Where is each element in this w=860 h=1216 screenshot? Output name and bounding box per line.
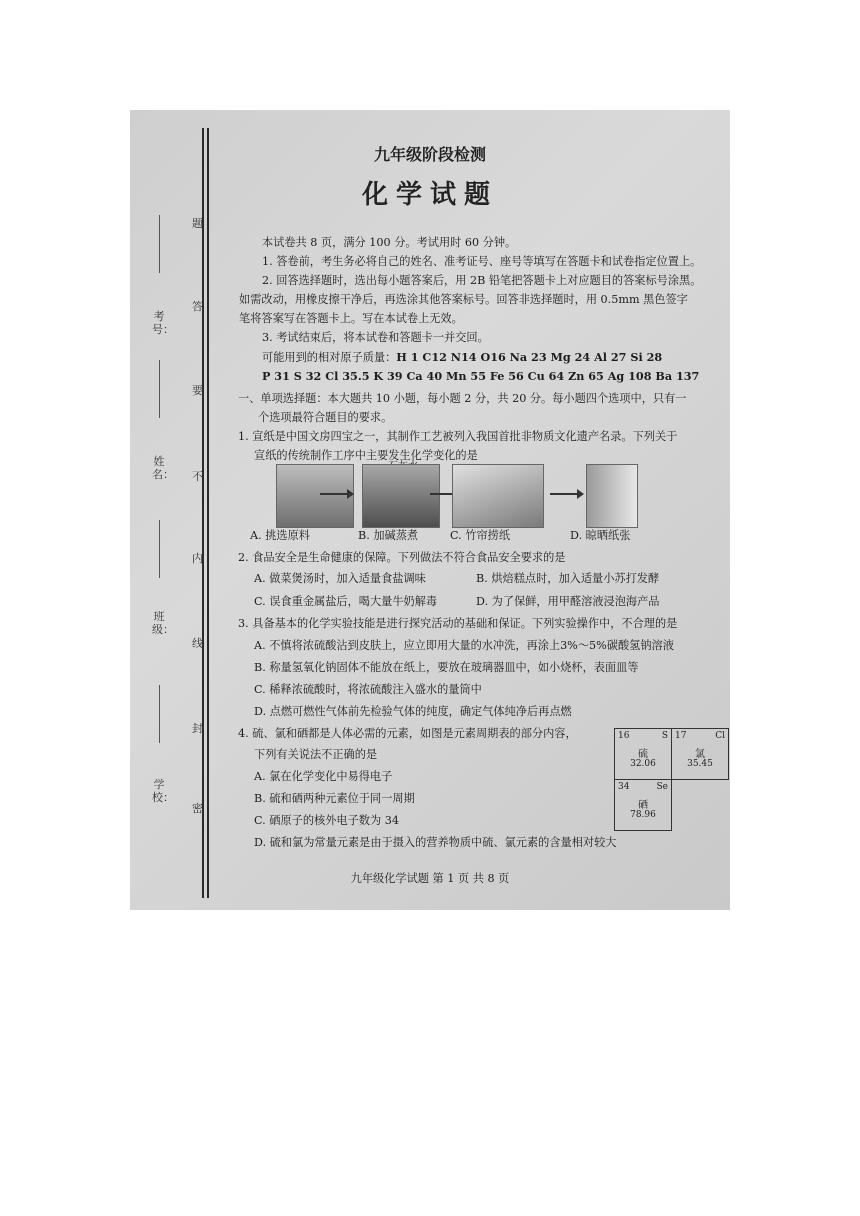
seal-char: 不 xyxy=(192,470,203,483)
q3-stem: 3. 具备基本的化学实验技能是进行探究活动的基础和保证。下列实验操作中，不合理的是 xyxy=(238,617,678,630)
subject-title: 化学试题 xyxy=(361,180,498,210)
class-blank xyxy=(159,520,160,578)
element-name: 硫 xyxy=(638,749,648,760)
step-select-image xyxy=(276,464,354,528)
atomic-mass: 78.96 xyxy=(630,810,656,820)
element-cell-sulfur xyxy=(614,728,672,780)
element-name: 硒 xyxy=(638,800,648,811)
element-symbol: Se xyxy=(656,782,668,792)
seal-char: 答 xyxy=(192,300,203,313)
name-label: 姓名： xyxy=(152,455,174,481)
q1-stem: 1. 宣纸是中国文房四宝之一，其制作工艺被列入我国首批非物质文化遗产名录。下列关于 xyxy=(238,430,678,443)
note-3: 3. 考试结束后，将本试卷和答题卡一并交回。 xyxy=(262,331,489,344)
grade-title: 九年级阶段检测 xyxy=(373,145,486,164)
seal-char: 密 xyxy=(192,802,203,815)
atomic-number: 34 xyxy=(618,782,630,792)
q1-option-b: B. 加碱蒸煮 xyxy=(358,529,419,542)
q2-option-c: C. 误食重金属盐后，喝大量牛奶解毒 xyxy=(254,595,438,608)
atomic-masses-line1: H 1 C12 N14 O16 Na 23 Mg 24 Al 27 Si 28 xyxy=(396,350,663,364)
class-label: 班级： xyxy=(152,610,174,636)
process-arrow xyxy=(550,493,580,495)
q4-option-d: D. 硫和氯为常量元素是由于摄入的营养物质中硫、氯元素的含量相对较大 xyxy=(254,836,617,849)
q2-option-a: A. 做菜煲汤时，加入适量食盐调味 xyxy=(254,572,426,585)
name-blank xyxy=(159,360,160,418)
binding-line-outer xyxy=(202,128,204,898)
page-footer: 九年级化学试题 第 1 页 共 8 页 xyxy=(350,872,510,885)
element-symbol: S xyxy=(661,731,668,741)
school-label: 学校： xyxy=(152,778,174,804)
intro-text: 本试卷共 8 页，满分 100 分。考试用时 60 分钟。 xyxy=(262,236,517,249)
section-1-heading: 一、单项选择题：本大题共 10 小题，每小题 2 分，共 20 分。每小题四个选项中，只有一 xyxy=(238,392,687,405)
q1-option-d: D. 晾晒纸张 xyxy=(570,529,631,542)
atomic-masses-label: 可能用到的相对原子质量： xyxy=(262,351,397,364)
exam-number-blank xyxy=(159,215,160,273)
q4-option-b: B. 硫和硒两种元素位于同一周期 xyxy=(254,792,415,805)
q1-option-c: C. 竹帘捞纸 xyxy=(450,529,511,542)
atomic-number: 16 xyxy=(618,731,630,741)
scanned-exam-page xyxy=(130,110,730,910)
q2-stem: 2. 食品安全是生命健康的保障。下列做法不符合食品安全要求的是 xyxy=(238,551,566,564)
q3-option-a: A. 不慎将浓硫酸沾到皮肤上，应立即用大量的水冲洗，再涂上3%～5%碳酸氢钠溶液 xyxy=(254,639,674,652)
step-steam-image xyxy=(362,464,440,528)
atomic-masses xyxy=(262,350,662,365)
element-name: 氯 xyxy=(695,749,705,760)
atomic-masses-line2: P 31 S 32 Cl 35.5 K 39 Ca 40 Mn 55 Fe 56 Cu 64 Zn 65 Ag 108 Ba 137 xyxy=(262,369,700,383)
seal-char: 内 xyxy=(192,552,203,565)
section-1-heading-cont: 个选项最符合题目的要求。 xyxy=(258,411,393,424)
q4-option-c: C. 硒原子的核外电子数为 34 xyxy=(254,814,399,827)
process-arrow xyxy=(320,493,350,495)
q4-option-a: A. 氯在化学变化中易得电子 xyxy=(254,770,393,783)
q1-stem-cont: 宣纸的传统制作工序中主要发生化学变化的是 xyxy=(254,449,478,462)
note-2: 2. 回答选择题时，选出每小题答案后，用 2B 铅笔把答题卡上对应题目的答案标号涂黑。 xyxy=(262,274,702,287)
element-cell-selenium xyxy=(614,779,672,831)
binding-line-inner xyxy=(207,128,209,898)
q4-stem-cont: 下列有关说法不正确的是 xyxy=(254,748,378,761)
atomic-number: 17 xyxy=(675,731,687,741)
school-blank xyxy=(159,685,160,743)
q1-option-a: A. 挑选原料 xyxy=(250,529,310,542)
seal-char: 封 xyxy=(192,722,203,735)
element-cell-chlorine xyxy=(671,728,729,780)
q3-option-c: C. 稀释浓硫酸时，将浓硫酸注入盛水的量筒中 xyxy=(254,683,482,696)
note-1: 1. 答卷前，考生务必将自己的姓名、准考证号、座号等填写在答题卡和试卷指定位置上。 xyxy=(262,255,702,268)
note-2-cont: 如需改动，用橡皮擦干净后，再选涂其他答案标号。回答非选择题时，用 0.5mm 黑色签字 xyxy=(239,293,688,306)
atomic-mass: 32.06 xyxy=(630,759,656,769)
note-2-cont: 笔将答案写在答题卡上。写在本试卷上无效。 xyxy=(239,312,463,325)
seal-char: 要 xyxy=(192,384,203,397)
q2-option-d: D. 为了保鲜，用甲醛溶液浸泡海产品 xyxy=(476,595,660,608)
exam-number-label: 考号： xyxy=(152,310,174,336)
seal-char: 线 xyxy=(192,637,203,650)
step-scoop-image xyxy=(452,464,544,528)
atomic-mass: 35.45 xyxy=(687,759,713,769)
seal-char: 题 xyxy=(192,217,203,230)
step-dry-image xyxy=(586,464,638,528)
q4-stem: 4. 硫、氯和硒都是人体必需的元素，如图是元素周期表的部分内容， xyxy=(238,727,577,740)
periodic-table-fragment xyxy=(614,728,730,832)
element-symbol: Cl xyxy=(715,731,725,741)
q3-option-d: D. 点燃可燃性气体前先检验气体的纯度，确定气体纯净后再点燃 xyxy=(254,705,572,718)
q2-option-b: B. 烘焙糕点时，加入适量小苏打发酵 xyxy=(476,572,660,585)
q3-option-b: B. 称量氢氧化钠固体不能放在纸上，要放在玻璃器皿中，如小烧杯，表面皿等 xyxy=(254,661,639,674)
